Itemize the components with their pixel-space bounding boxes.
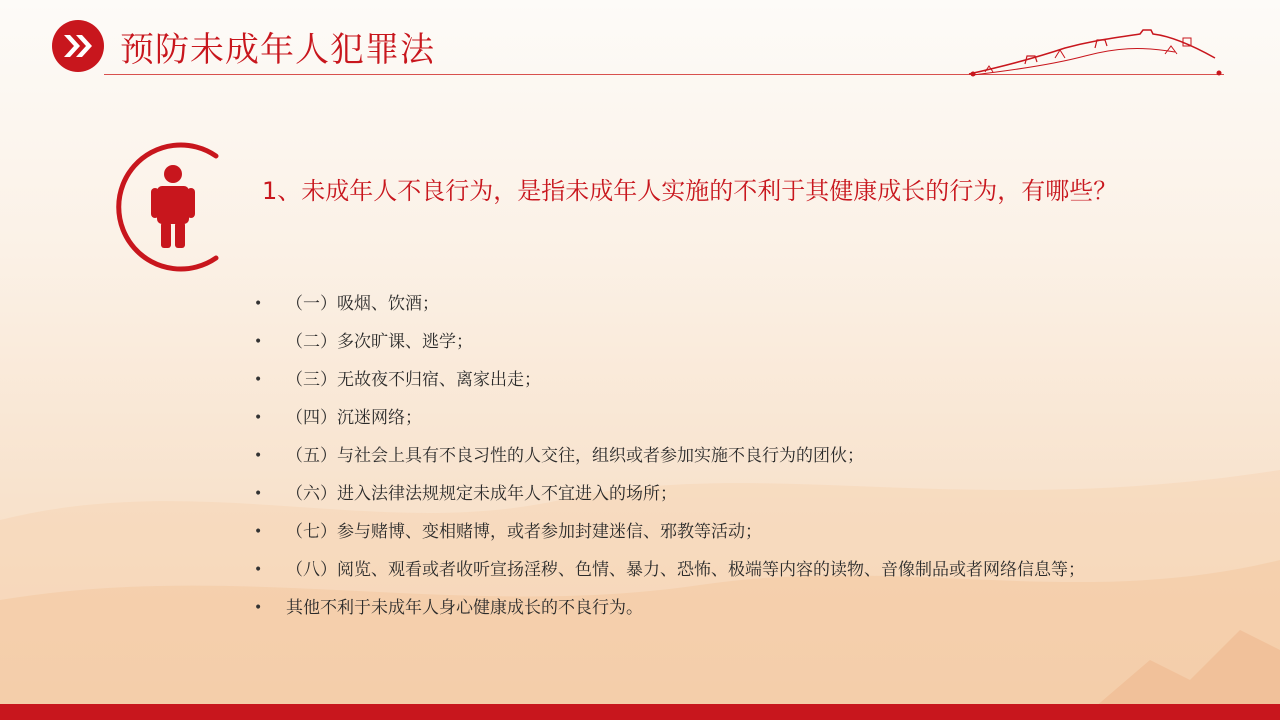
behavior-list	[254, 285, 1154, 627]
list-item-text: （二）多次旷课、逃学；	[286, 332, 473, 352]
double-chevron-right-icon	[52, 20, 104, 72]
list-item	[254, 399, 1154, 437]
list-item-text: （五）与社会上具有不良习性的人交往，组织或者参加实施不良行为的团伙；	[286, 446, 864, 466]
list-item	[254, 475, 1154, 513]
list-item-text: （七）参与赌博、变相赌博，或者参加封建迷信、邪教等活动；	[286, 522, 762, 542]
list-item	[254, 323, 1154, 361]
bullet: •	[254, 410, 263, 426]
question-text: 1、未成年人不良行为，是指未成年人实施的不利于其健康成长的行为，有哪些？	[262, 177, 1118, 205]
list-item-text: （三）无故夜不归宿、离家出走；	[286, 370, 541, 390]
great-wall-icon	[965, 28, 1225, 80]
bullet: •	[254, 486, 263, 502]
list-item-text: 其他不利于未成年人身心健康成长的不良行为。	[286, 598, 643, 618]
list-item	[254, 361, 1154, 399]
list-item	[254, 589, 1154, 627]
bullet: •	[254, 296, 263, 312]
bullet: •	[254, 334, 263, 350]
footer-bar	[0, 704, 1280, 720]
bullet: •	[254, 448, 263, 464]
bullet: •	[254, 524, 263, 540]
list-item-text: （一）吸烟、饮酒；	[286, 294, 439, 314]
list-item-text: （八）阅览、观看或者收听宣扬淫秽、色情、暴力、恐怖、极端等内容的读物、音像制品或者网络信息等；	[286, 560, 1085, 580]
list-item	[254, 285, 1154, 323]
bullet: •	[254, 562, 263, 578]
list-item-text: （六）进入法律法规规定未成年人不宜进入的场所；	[286, 484, 677, 504]
person-icon	[108, 138, 238, 276]
bullet: •	[254, 372, 263, 388]
list-item	[254, 513, 1154, 551]
list-item	[254, 437, 1154, 475]
list-item-text: （四）沉迷网络；	[286, 408, 422, 428]
list-item	[254, 551, 1154, 589]
page-title: 预防未成年人犯罪法	[120, 30, 435, 70]
bullet: •	[254, 600, 263, 616]
